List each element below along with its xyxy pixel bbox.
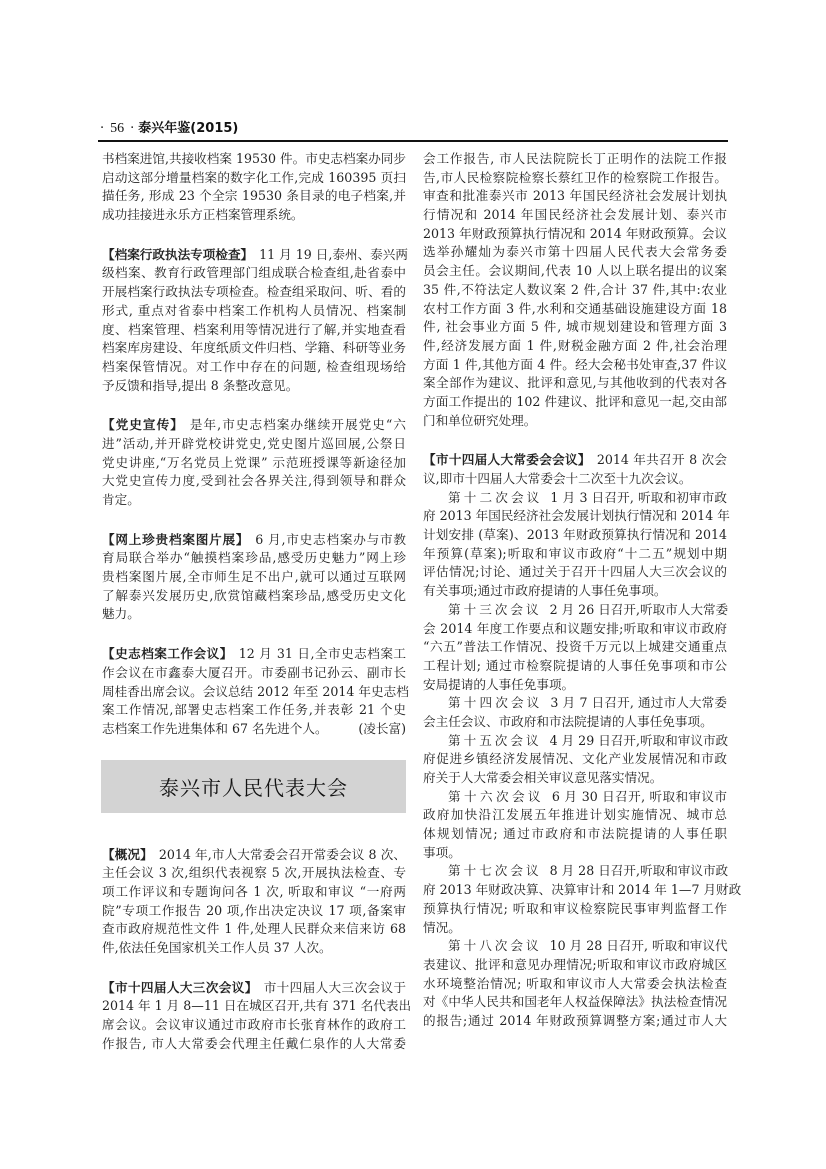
line-text: 档案保管情况。对工作中存在的问题, 检查组现场给 — [102, 358, 406, 374]
line-text: 党史讲座,“万名党员上党课” 示范班授课等新途径加 — [102, 454, 406, 470]
text-line — [102, 150, 406, 169]
meeting-entry — [423, 788, 727, 863]
line-text: 情况。 — [423, 919, 461, 935]
line-text: 府促进乡镇经济发展情况、文化产业发展情况和市政 — [423, 751, 727, 767]
entry-heading: 【党史宣传】 — [102, 417, 184, 433]
line-text: 魅力。 — [102, 606, 140, 622]
line-text: 进”活动,并开辟党校讲党史,党史图片巡回展,公祭日 — [102, 435, 406, 451]
line-text: 水环境整治情况; 听取和审议市人大常委会执法检查 — [423, 975, 727, 991]
text-line — [423, 844, 727, 863]
text-line — [423, 1012, 727, 1031]
article-paragraph — [102, 150, 406, 225]
text-line — [102, 587, 406, 606]
line-text: 告,市人民检察院检察长蔡红卫作的检察院工作报告。 — [423, 169, 727, 185]
line-text: 志档案工作先进集体和 67 名先进个人。 — [102, 720, 328, 736]
text-line — [423, 937, 727, 956]
text-line — [423, 374, 727, 393]
line-text: 级档案、教育行政管理部门组成联合检查组,赴省泰中 — [102, 265, 406, 281]
entry-heading: 【网上珍贵档案图片展】 — [102, 531, 250, 547]
text-line — [423, 225, 727, 244]
line-text: 体规划情况; 通过市政府和市法院提请的人事任职 — [423, 826, 727, 842]
text-line — [102, 1035, 406, 1054]
line-text: 查市政府规范性文件 1 件,处理人民群众来信来访 68 — [102, 921, 406, 937]
line-text: 主任会议 3 次,组织代表视察 5 次,开展执法检查、专 — [102, 865, 406, 881]
line-text: 门和单位研究处理。 — [423, 412, 537, 428]
section-banner-title: 泰兴市人民代表大会 — [101, 760, 406, 813]
text-line — [423, 975, 727, 994]
article-paragraph — [423, 150, 727, 430]
line-text: 府 2013 年国民经济社会发展计划执行情况和 2014 年 — [423, 508, 730, 524]
text-line — [102, 883, 406, 902]
meeting-title: 第十八次会议 — [448, 938, 542, 954]
text-line — [423, 281, 727, 300]
text-line — [423, 638, 727, 657]
line-text: 计划安排 (草案)、2013 年财政预算执行情况和 2014 — [423, 527, 727, 543]
line-text: 形式, 重点对省泰中档案工作机构人员情况、档案制 — [102, 302, 406, 318]
line-text: 件,经济发展方面 1 件,财税金融方面 2 件,社会治理 — [423, 337, 727, 353]
line-text: 方面工作提出的 102 件建议、批评和意见一起,交由部 — [423, 393, 727, 409]
line-text: 了解泰兴发展历史,欣赏馆藏档案珍品,感受历史文化 — [102, 587, 406, 603]
line-text: 35 件,不符法定人数议案 2 件,合计 37 件,其中:农业 — [423, 281, 727, 297]
line-text: 予反馈和指导,提出 8 条整改意见。 — [102, 377, 299, 393]
line-text: 案工作情况,部署史志档案工作任务,并表彰 21 个史 — [102, 702, 406, 718]
text-line — [423, 769, 727, 788]
text-line — [423, 150, 727, 169]
line-text: 评估情况;讨论、通过关于召开十四届人大三次会议的 — [423, 564, 727, 580]
text-line — [423, 206, 727, 225]
text-line — [423, 526, 727, 545]
header-rule — [98, 140, 728, 142]
line-text: 度、档案管理、档案利用等情况进行了解,并实地查看 — [102, 321, 406, 337]
text-line — [423, 825, 727, 844]
line-text: 件, 社会事业方面 5 件, 城市规划建设和管理方面 3 — [423, 319, 727, 335]
line-text: 6 月 30 日召开, 听取和审议市 — [551, 788, 728, 804]
text-line — [423, 601, 727, 620]
line-text: 2013 年财政预算执行情况和 2014 年财政预算。会议 — [423, 225, 727, 241]
meeting-title: 第十四次会议 — [448, 695, 543, 711]
text-line — [102, 169, 406, 188]
text-line — [102, 264, 406, 283]
text-line — [102, 302, 406, 321]
line-text: 作会议在市鑫泰大厦召开。市委副书记孙云、副市长 — [102, 664, 406, 680]
meeting-entry — [423, 601, 727, 694]
right-column — [423, 150, 742, 1052]
text-line — [423, 713, 727, 732]
text-line — [102, 979, 406, 998]
text-line — [423, 956, 727, 975]
line-text: 开展档案行政执法专项检查。检查组采取问、听、看的 — [102, 284, 406, 300]
text-line — [423, 300, 727, 319]
text-line — [102, 846, 406, 865]
text-line — [423, 993, 727, 1012]
line-text: 有关事项;通过市政府提请的人事任免事项。 — [423, 583, 667, 599]
text-line — [102, 358, 406, 377]
line-text: 4 月 29 日召开,听取和审议市政 — [549, 732, 729, 748]
line-text: 2 月 26 日召开,听取市人大常委 — [549, 601, 729, 617]
line-text: 会工作报告, 市人民法院院长丁正明作的法院工作报 — [423, 151, 727, 166]
line-text: 农村工作方面 3 件,水利和交通基础设施建设方面 18 — [423, 300, 727, 316]
line-text: 案全部作为建议、批评和意见,与其他收到的代表对各 — [423, 375, 727, 391]
text-line — [102, 416, 406, 435]
text-line — [423, 862, 727, 881]
text-line — [102, 997, 412, 1016]
text-line — [423, 169, 727, 188]
text-line — [423, 750, 727, 769]
text-line — [423, 694, 727, 713]
line-text: 作报告, 市人大常委会代理主任戴仁泉作的人大常委 — [102, 1035, 406, 1051]
article-paragraph — [102, 531, 406, 624]
text-line — [102, 187, 406, 206]
text-line — [423, 393, 727, 412]
line-text: 议,即市十四届人大常委会十二次至十九次会议。 — [423, 471, 692, 486]
text-line — [102, 531, 406, 550]
line-text: 档案库房建设、年度纸质文件归档、学籍、科研等业务 — [102, 340, 406, 356]
text-line — [102, 339, 406, 358]
line-text: 6 月,市史志档案办与市教 — [255, 531, 406, 547]
text-line — [102, 321, 406, 340]
text-line — [423, 620, 727, 639]
line-text: 书档案进馆,共接收档案 19530 件。市史志档案办同步 — [102, 151, 406, 166]
line-text: 选举孙耀灿为泰兴市第十四届人民代表大会常务委 — [423, 244, 727, 260]
text-line — [423, 243, 727, 262]
text-line — [102, 864, 406, 883]
meeting-title: 第十五次会议 — [448, 732, 542, 748]
text-line — [423, 788, 727, 807]
meeting-entry — [423, 862, 742, 937]
text-line — [423, 582, 727, 601]
article-paragraph — [102, 979, 412, 1054]
meeting-entry — [423, 732, 727, 788]
text-line — [102, 683, 409, 702]
text-line — [102, 206, 406, 225]
meeting-title: 第十三次会议 — [448, 601, 542, 617]
entry-heading: 【档案行政执法专项检查】 — [102, 246, 254, 262]
text-line — [102, 645, 406, 664]
text-line — [423, 356, 727, 375]
line-text: 贵档案图片展,全市师生足不出户,就可以通过互联网 — [102, 569, 406, 585]
line-text: 2014 年共召开 8 次会 — [596, 452, 728, 468]
article-paragraph — [102, 416, 406, 509]
line-text: 府 2013 年财政决算、决算审计和 2014 年 1—7 月财政 — [423, 882, 742, 898]
text-line — [423, 470, 727, 489]
meeting-entry — [423, 937, 727, 1030]
line-text: 育局联合举办“触摸档案珍品,感受历史魅力”网上珍 — [102, 550, 406, 566]
line-text: 行情况和 2014 年国民经济社会发展计划、泰兴市 — [423, 207, 727, 223]
text-line — [423, 563, 727, 582]
entry-heading: 【史志档案工作会议】 — [102, 646, 233, 662]
text-line — [423, 451, 727, 470]
line-text: 3 月 7 日召开, 通过市人大常委 — [550, 695, 727, 711]
line-text: 是年,市史志档案办继续开展党史“六 — [189, 417, 406, 433]
line-text: 启动这部分增量档案的数字化工作,完成 160395 页扫 — [102, 169, 406, 185]
line-text: 8 月 28 日召开,听取和审议市政 — [549, 863, 729, 879]
text-line — [102, 491, 406, 510]
article-paragraph — [102, 846, 406, 958]
text-line — [102, 283, 406, 302]
text-line — [102, 454, 406, 473]
text-line — [423, 881, 742, 900]
text-line — [102, 939, 406, 958]
entry-heading: 【市十四届人大常委会会议】 — [423, 452, 591, 468]
line-text: 员会主任。会议期间,代表 10 人以上联名提出的议案 — [423, 263, 727, 279]
meeting-title: 第十二次会议 — [448, 489, 543, 505]
entry-heading: 【概况】 — [102, 846, 153, 862]
line-text: 2014 年 1 月 8—11 日在城区召开,共有 371 名代表出 — [102, 998, 412, 1014]
article-paragraph — [423, 451, 727, 488]
line-text: 的报告;通过 2014 年财政预算调整方案;通过市人大 — [423, 1012, 727, 1028]
meeting-title: 第十七次会议 — [448, 863, 542, 879]
line-text: 政府加快沿江发展五年推进计划实施情况、城市总 — [423, 807, 727, 823]
text-line — [102, 1016, 406, 1035]
line-text: 项工作评议和专题询问各 1 次, 听取和审议 “一府两 — [102, 883, 406, 899]
line-text: 安局提请的人事任免事项。 — [423, 676, 575, 692]
line-text: 方面 1 件,其他方面 4 件。经大会秘书处审查,37 件议 — [423, 356, 727, 372]
text-line — [102, 701, 406, 720]
meeting-entry — [423, 489, 730, 601]
line-text: “六五”普法工作情况、投资千万元以上城建交通重点 — [423, 639, 727, 655]
meeting-entry — [423, 694, 727, 731]
text-line — [423, 187, 727, 206]
line-text: 成功挂接进永乐方正档案管理系统。 — [102, 207, 304, 223]
text-line — [423, 318, 727, 337]
line-text: 大党史宣传力度,受到社会各界关注,得到领导和群众 — [102, 473, 406, 489]
text-line — [423, 489, 727, 508]
text-line — [423, 507, 730, 526]
text-line — [423, 262, 727, 281]
line-text: 1 月 3 日召开, 听取和初审市政 — [550, 489, 727, 505]
author-name: (凌长富) — [358, 720, 406, 736]
line-text: 审查和批准泰兴市 2013 年国民经济社会发展计划执 — [423, 188, 727, 204]
text-line — [102, 435, 406, 454]
text-line — [423, 412, 727, 431]
line-text: 市十四届人大三次会议于 — [263, 979, 407, 995]
line-text: 2014 年,市人大常委会召开常委会议 8 次、 — [158, 846, 407, 862]
running-head: · 56 · 泰兴年鉴(2015) — [100, 121, 239, 136]
line-text: 会主任会议、市政府和市法院提请的人事任免事项。 — [423, 713, 713, 729]
entry-heading: 【市十四届人大三次会议】 — [102, 979, 258, 995]
page-number: 56 — [110, 121, 125, 136]
text-line — [102, 377, 406, 396]
text-line — [102, 246, 406, 265]
line-text: 工程计划; 通过市检察院提请的人事任免事项和市公 — [423, 657, 727, 673]
text-line — [423, 545, 727, 564]
text-line — [423, 676, 727, 695]
line-text: 府关于人大常委会相关审议意见落实情况。 — [423, 770, 663, 785]
text-line — [423, 657, 727, 676]
line-text: 院”专项工作报告 20 项,作出决定决议 17 项,备案审 — [102, 902, 406, 918]
line-text: 预算执行情况; 听取和审议检察院民事审判监督工作 — [423, 900, 727, 916]
line-text: 事项。 — [423, 844, 461, 860]
text-line — [102, 549, 406, 568]
line-text: 席会议。会议审议通过市政府市长张育林作的政府工 — [102, 1017, 406, 1033]
text-line — [102, 902, 406, 921]
article-paragraph — [102, 645, 409, 738]
line-text: 11 月 19 日,泰州、泰兴两 — [259, 246, 408, 262]
book-title: 泰兴年鉴(2015) — [138, 121, 239, 136]
text-line — [102, 605, 406, 624]
text-line — [423, 732, 727, 751]
line-text: 肯定。 — [102, 492, 140, 507]
text-line — [423, 806, 727, 825]
text-line — [102, 472, 406, 491]
meeting-title: 第十六次会议 — [448, 788, 544, 804]
line-text: 件,依法任免国家机关工作人员 37 人次。 — [102, 940, 332, 955]
text-line — [102, 920, 406, 939]
text-line — [423, 900, 727, 919]
text-line — [102, 568, 406, 587]
line-text: 年预算(草案);听取和审议市政府“十二五”规划中期 — [423, 545, 727, 561]
line-text: 10 月 28 日召开, 听取和审议代 — [549, 938, 728, 954]
article-paragraph — [102, 246, 406, 396]
line-text: 12 月 31 日,全市史志档案工 — [238, 646, 406, 662]
line-text: 对《中华人民共和国老年人权益保障法》执法检查情况 — [423, 994, 727, 1010]
text-line — [102, 664, 406, 683]
line-text: 表建议、批评和意见办理情况;听取和审议市政府城区 — [423, 956, 727, 972]
text-line — [423, 337, 727, 356]
left-column — [102, 150, 412, 1074]
line-text: 会 2014 年度工作要点和议题安排;听取和审议市政府 — [423, 620, 727, 636]
line-text: 周桂香出席会议。会议总结 2012 年至 2014 年史志档 — [102, 683, 409, 699]
text-line — [102, 720, 406, 739]
line-text: 描任务, 形成 23 个全宗 19530 条目录的电子档案,并 — [102, 188, 406, 204]
text-line — [423, 919, 727, 938]
